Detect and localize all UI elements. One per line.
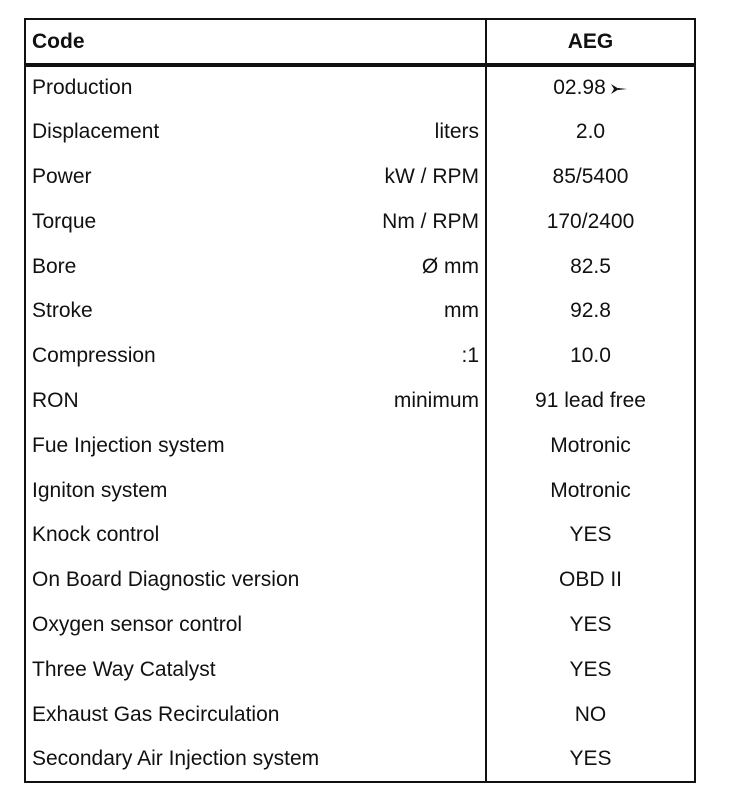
row-label-cell	[25, 692, 486, 737]
row-value: OBD II	[558, 568, 622, 592]
table-row	[25, 334, 695, 379]
row-label: Knock control	[32, 523, 160, 547]
row-value-cell	[486, 155, 695, 200]
row-value-cell	[486, 647, 695, 692]
table-row	[25, 513, 695, 558]
row-value: 82.5	[570, 254, 611, 278]
table-row	[25, 423, 695, 468]
table-row	[25, 289, 695, 334]
row-value: 10.0	[570, 344, 611, 368]
row-value-cell	[486, 423, 695, 468]
row-label-cell	[25, 65, 486, 110]
table-row	[25, 155, 695, 200]
row-label: On Board Diagnostic version	[32, 568, 300, 592]
row-value-cell	[486, 379, 695, 424]
code-header: Code	[25, 19, 486, 65]
row-unit: :1	[461, 344, 479, 368]
row-unit: mm	[444, 299, 479, 323]
row-label-cell	[25, 468, 486, 513]
row-label: Stroke	[32, 299, 93, 323]
row-label: Production	[32, 76, 133, 100]
row-value-cell	[486, 244, 695, 289]
row-label: Torque	[32, 209, 97, 233]
table-row	[25, 468, 695, 513]
row-value: 2.0	[575, 120, 606, 144]
engine-code-header: AEG	[486, 19, 695, 65]
row-value-cell	[486, 334, 695, 379]
row-value: NO	[574, 702, 607, 726]
row-label-cell	[25, 423, 486, 468]
table-row	[25, 558, 695, 603]
row-value-cell	[486, 737, 695, 782]
table-row	[25, 603, 695, 648]
row-value-cell	[486, 199, 695, 244]
table-row	[25, 737, 695, 782]
row-unit: Nm / RPM	[382, 209, 479, 233]
row-value-cell	[486, 558, 695, 603]
row-value: YES	[569, 523, 612, 547]
table-body	[25, 65, 695, 782]
row-label: RON	[32, 388, 79, 412]
row-unit: minimum	[393, 388, 479, 412]
row-unit: liters	[434, 120, 479, 144]
table-row	[25, 647, 695, 692]
row-value: Motronic	[550, 478, 631, 502]
table-header-row	[25, 19, 695, 65]
arrow-right-icon	[610, 83, 628, 95]
table-row	[25, 692, 695, 737]
row-label-cell	[25, 737, 486, 782]
row-label-cell	[25, 513, 486, 558]
row-value-cell	[486, 468, 695, 513]
table-row	[25, 199, 695, 244]
row-value: 85/5400	[552, 164, 629, 188]
row-label: Fue Injection system	[32, 433, 225, 457]
row-value-cell	[486, 692, 695, 737]
table-row	[25, 110, 695, 155]
row-label: Igniton system	[32, 478, 168, 502]
row-label: Exhaust Gas Recirculation	[32, 702, 280, 726]
row-label: Compression	[32, 344, 156, 368]
row-label-cell	[25, 199, 486, 244]
row-unit: kW / RPM	[384, 164, 479, 188]
row-label-cell	[25, 603, 486, 648]
row-value: 170/2400	[546, 209, 635, 233]
row-label-cell	[25, 110, 486, 155]
table-row	[25, 244, 695, 289]
row-value: 91 lead free	[535, 388, 646, 412]
row-label-cell	[25, 244, 486, 289]
engine-spec-table	[24, 18, 696, 783]
row-value: Motronic	[550, 433, 631, 457]
row-label: Power	[32, 164, 92, 188]
row-value: YES	[569, 746, 612, 770]
row-label-cell	[25, 155, 486, 200]
row-label: Three Way Catalyst	[32, 657, 216, 681]
row-label-cell	[25, 334, 486, 379]
row-unit: Ø mm	[421, 254, 479, 278]
row-value: YES	[569, 612, 612, 636]
row-label-cell	[25, 558, 486, 603]
row-label: Bore	[32, 254, 77, 278]
row-value-cell	[486, 289, 695, 334]
row-label: Displacement	[32, 120, 160, 144]
row-value-cell	[486, 110, 695, 155]
row-value: 02.98	[553, 76, 606, 100]
table-row	[25, 65, 695, 110]
row-value: 92.8	[570, 299, 611, 323]
row-value: YES	[569, 657, 612, 681]
row-value-cell	[486, 65, 695, 110]
row-label: Oxygen sensor control	[32, 612, 243, 636]
row-value-cell	[486, 513, 695, 558]
row-label-cell	[25, 647, 486, 692]
row-label: Secondary Air Injection system	[32, 746, 320, 770]
table-row	[25, 379, 695, 424]
row-label-cell	[25, 379, 486, 424]
row-label-cell	[25, 289, 486, 334]
row-value-cell	[486, 603, 695, 648]
